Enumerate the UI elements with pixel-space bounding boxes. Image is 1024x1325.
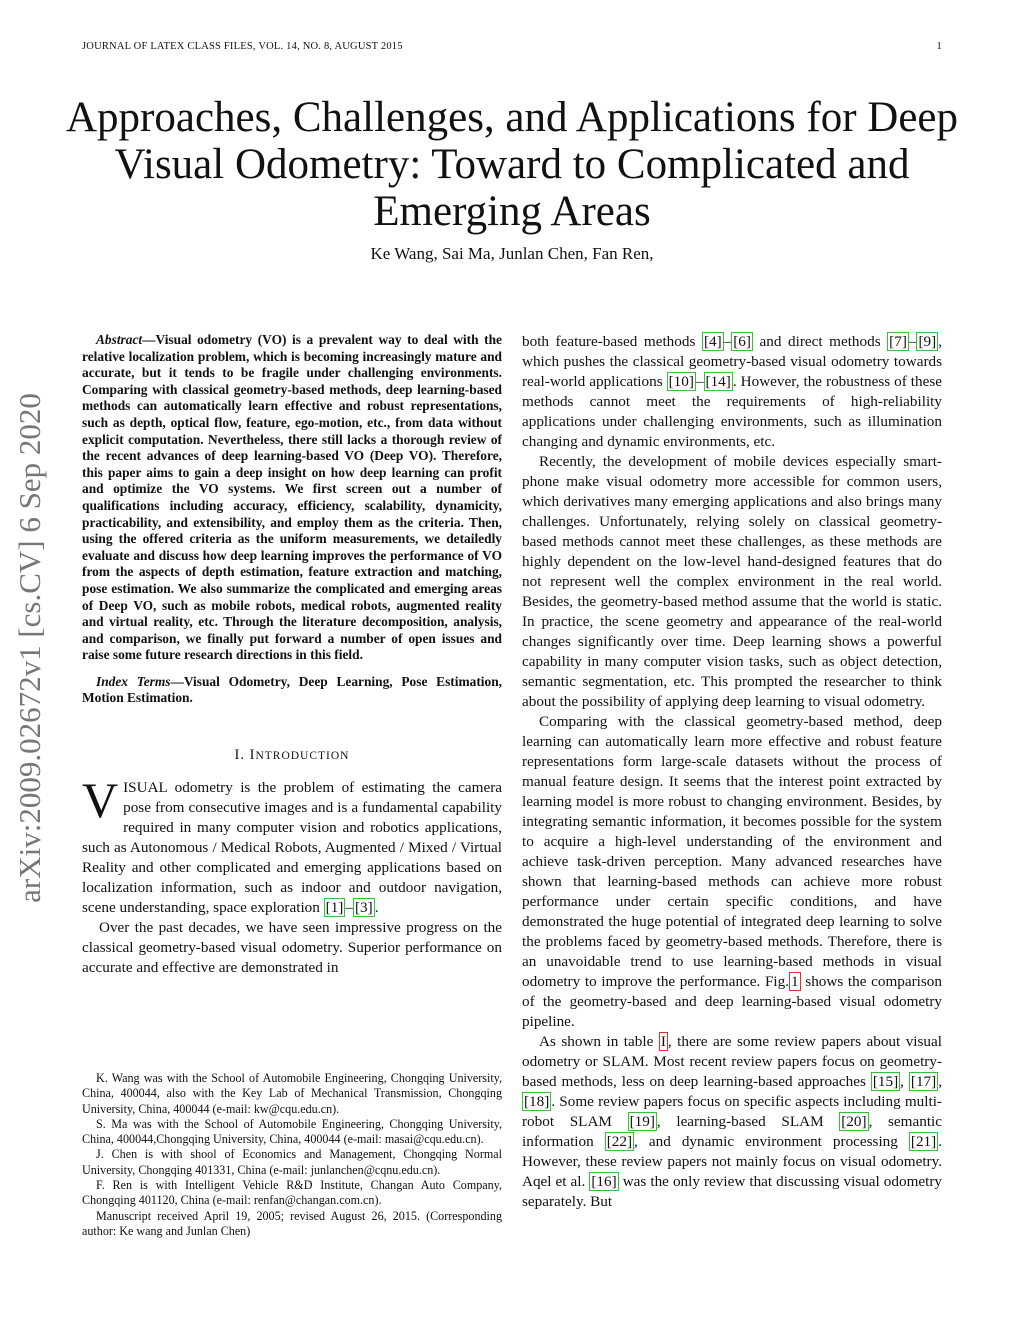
citation-link[interactable]: [4]: [703, 333, 722, 350]
separator: ,: [938, 1073, 943, 1090]
text-run: both feature-based methods: [522, 333, 702, 350]
footnote-1: K. Wang was with the School of Automobile Engineering, Chongqing University, China, 400044, also with the Key Lab of Mechanical Transmission, Chongqing University, China, 400044 (e-mail: kw@cqu.edu.cn).: [82, 1071, 502, 1116]
section-title-rest: NTRODUCTION: [255, 750, 350, 763]
section-heading-introduction: [82, 747, 502, 764]
author-list: Ke Wang, Sai Ma, Junlan Chen, Fan Ren,: [370, 244, 654, 263]
paper-title: Approaches, Challenges, and Applications for Deep Visual Odometry: Toward to Complicated and Emerging Areas: [66, 94, 958, 235]
index-terms: [82, 674, 502, 707]
citation-link[interactable]: [6]: [733, 333, 751, 350]
intro-lead-word: ISUAL: [123, 779, 168, 797]
text-run: . Some review papers focus on specific aspects including multi-robot SLAM: [522, 1093, 942, 1130]
table-ref-link[interactable]: I: [660, 1033, 666, 1050]
text-run: , there are some review papers about visual odometry or SLAM. Most recent review papers focus on geometry-based methods, less on deep learning-based approaches: [522, 1033, 942, 1090]
text-run: was the only review that discussing visual odometry separately. But: [522, 1173, 942, 1210]
citation-link[interactable]: [3]: [354, 899, 373, 917]
right-column: [522, 332, 942, 1212]
drop-cap: V: [82, 772, 119, 829]
text-run: , semantic information: [522, 1113, 942, 1150]
text-run: As shown in table: [539, 1033, 659, 1050]
separator: ,: [900, 1073, 909, 1090]
citation-link[interactable]: [20]: [841, 1113, 867, 1130]
right-paragraph-4: [522, 1032, 942, 1212]
index-terms-text: —Visual Odometry, Deep Learning, Pose Estimation, Motion Estimation.: [82, 673, 502, 706]
citation-link[interactable]: [1]: [325, 899, 344, 917]
text-run: and direct methods: [752, 333, 888, 350]
footnote-4: F. Ren is with Intelligent Vehicle R&D Institute, Changan Auto Company, Chongqing 401120, China (e-mail: renfan@changan.com.cn).: [82, 1178, 502, 1208]
text-run: . However, the robustness of these methods cannot meet the requirements of high-reliability applications under challenging environments, such as illumination changing and dynamic environments, etc.: [522, 373, 942, 450]
section-number: I.: [234, 747, 245, 764]
text-run: Comparing with the classical geometry-based method, deep learning can automatically learn more effective and robust feature representations form large-scale datasets without the process of manual feature design. It seems that the interest point extracted by learning model is more robust to changing environment. Besides, by integrating semantic information, it becomes possible for the system to acquire a high-level understanding of the environment and achieve task-driven perception. Many advanced researches have shown that learning-based methods can achieve more robust performance under certain specific conditions, and have demonstrated the huge potential of integrated deep learning to solve the problems faced by geometry-based methods. Therefore, there is an unavoidable trend to use learning-based methods in visual odometry to improve the performance. Fig.: [522, 713, 942, 990]
intro-paragraph-2: Over the past decades, we have seen impressive progress on the classical geometry-based visual odometry. Superior performance on accurate and effective are demonstrated in: [82, 919, 502, 977]
intro-text: odometry is the problem of estimating the camera pose from consecutive images and is a fundamental capability required in many computer vision and robotics applications, such as Autonomous / Medical Robots, Augmented / Mixed / Virtual Reality and other complicated and emerging applications based on localization information, such as indoor and outdoor navigation, scene understanding, space exploration: [82, 779, 502, 917]
footnote-2: S. Ma was with the School of Automobile Engineering, Chongqing University, China, 400044,Chongqing University, China, 400044 (e-mail: masai@cqu.edu.cn).: [82, 1116, 502, 1147]
abstract: [82, 332, 502, 664]
figure-ref-link[interactable]: 1: [791, 973, 799, 990]
range-dash: –: [908, 333, 917, 350]
text-run: , which pushes the classical geometry-based visual odometry towards real-world applications: [522, 333, 942, 390]
right-paragraph-2: Recently, the development of mobile devices especially smart-phone make visual odometry more accessible for common users, which derivatives many emerging applications and also brings many challenges. Unfortunately, relying solely on classical geometry-based methods cannot meet these challenges, as these methods are highly dependent on the low-level hand-designed features that do not represent well the complex environment in the real world. Besides, the geometry-based method assume that the world is static. In practice, the scene geometry and appearance of the real-world changes significantly over time. Deep learning shows a powerful capability in many computer vision tasks, such as object detection, semantic segmentation, etc. This prompted the researcher to think about the possibility of applying deep learning to visual odometry.: [522, 453, 942, 710]
citation-link[interactable]: [9]: [918, 333, 937, 350]
intro-paragraph-1: [82, 772, 502, 918]
abstract-label: Abstract: [96, 332, 143, 347]
citation-link[interactable]: [16]: [591, 1173, 617, 1190]
citation-link[interactable]: [15]: [872, 1073, 899, 1090]
left-column: [82, 332, 502, 1238]
citation-link[interactable]: [22]: [606, 1133, 633, 1150]
citation-link[interactable]: [10]: [668, 373, 694, 390]
citation-link[interactable]: [17]: [910, 1073, 937, 1090]
text-run: , and dynamic environment processing: [634, 1133, 909, 1150]
citation-link[interactable]: [21]: [910, 1133, 937, 1150]
sentence-end: .: [374, 899, 379, 917]
citation-link[interactable]: [7]: [889, 333, 907, 350]
abstract-text: —Visual odometry (VO) is a prevalent way to deal with the relative localization problem, which is becoming increasingly mature and accurate, but it tends to be fragile under challenging environments. Comparing with classical geometry-based methods, deep learning-based methods can automatically learn effective and robust representations, such as depth, optical flow, feature, ego-motion, etc., from data without explicit computation. Nevertheless, there still lacks a thorough review of the recent advances of deep learning-based VO (Deep VO). Therefore, this paper aims to gain a deep insight on how deep learning can profit and optimize the VO systems. We first screen out a number of qualifications including accuracy, efficiency, scalability, dynamicity, practicability, and extensibility, and employ them as the criteria. Then, using the offered criteria as the uniform measurements, we detailedly evaluate and discuss how deep learning improves the performance of VO from the aspects of depth estimation, feature extraction and matching, pose estimation. We also summarize the complicated and emerging areas of Deep VO, such as mobile robots, medical robots, augmented reality and virtual reality, etc. Through the literature decomposition, analysis, and comparison, we finally put forward a number of open issues and raise some future research directions in this field.: [82, 332, 502, 663]
text-run: , learning-based SLAM: [656, 1113, 840, 1130]
citation-link[interactable]: [19]: [629, 1113, 655, 1130]
running-header: [82, 41, 942, 57]
index-terms-label: Index Terms: [96, 673, 171, 689]
range-dash: –: [345, 899, 353, 917]
range-dash: –: [723, 333, 732, 350]
right-paragraph-1: [522, 332, 942, 452]
citation-link[interactable]: [18]: [524, 1093, 550, 1110]
footnote-3: J. Chen is with shool of Economics and Management, Chongqing Normal University, Chongqing 401331, China (e-mail: junlanchen@cqnu.edu.cn).: [82, 1147, 502, 1177]
text-run: shows the comparison of the geometry-based and deep learning-based visual odometry pipeline.: [522, 973, 942, 1030]
footnote-5: Manuscript received April 19, 2005; revised August 26, 2015. (Corresponding author: Ke wang and Junlan Chen): [82, 1208, 502, 1238]
footnotes: [82, 1071, 502, 1239]
page-number: 1: [936, 41, 942, 52]
text-run: . However, these review papers not mainly focus on visual odometry. Aqel et al.: [522, 1133, 942, 1190]
arxiv-stamp: arXiv:2009.02672v1 [cs.CV] 6 Sep 2020: [12, 393, 47, 903]
section-title-initial: I: [249, 747, 256, 764]
range-dash: –: [695, 373, 704, 390]
journal-name: JOURNAL OF LATEX CLASS FILES, VOL. 14, NO. 8, AUGUST 2015: [82, 41, 403, 52]
right-paragraph-3: [522, 712, 942, 1032]
citation-link[interactable]: [14]: [705, 373, 731, 390]
